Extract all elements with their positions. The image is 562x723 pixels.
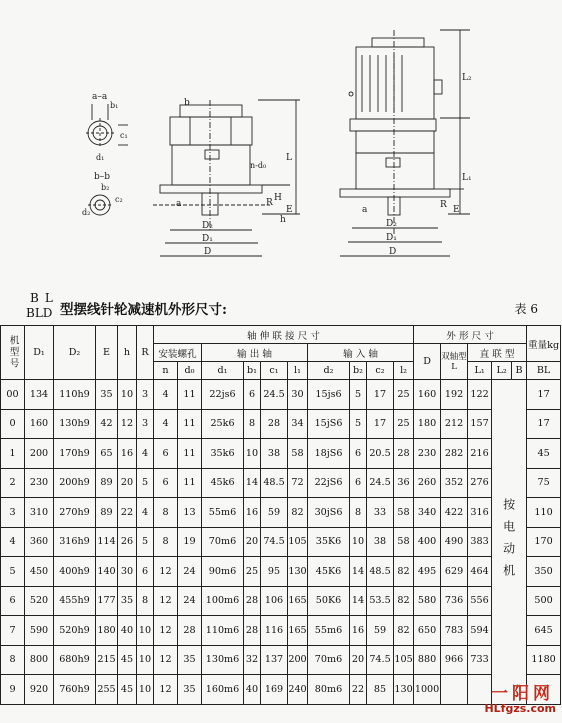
header-output-shaft: 输 出 轴: [202, 344, 308, 362]
table-row: [1, 616, 561, 646]
header-D1: D₁: [25, 326, 54, 380]
table-cell: 6: [350, 439, 367, 469]
label-c2: c₂: [115, 195, 123, 204]
table-cell: 24.5: [261, 380, 288, 410]
table-cell: 1180: [527, 645, 561, 675]
table-title: [26, 291, 546, 325]
label-b1: b₁: [110, 101, 119, 110]
table-cell: 3: [1, 498, 25, 528]
table-cell: 24: [178, 557, 202, 587]
table-cell: 10: [137, 616, 154, 646]
table-cell: 160m6: [202, 675, 244, 705]
table-cell: 4: [154, 409, 178, 439]
header-d2: d₂: [308, 362, 350, 380]
table-cell: 89: [96, 468, 118, 498]
table-cell: 260: [414, 468, 441, 498]
label-D-2: D: [389, 247, 397, 257]
header-input-shaft: 输 入 轴: [308, 344, 414, 362]
table-cell: 455h9: [54, 586, 96, 616]
table-cell: 38: [367, 527, 394, 557]
table-cell: 6: [137, 557, 154, 587]
label-L1: L₁: [462, 173, 472, 183]
table-cell: 1000: [414, 675, 441, 705]
table-cell: 28: [394, 439, 414, 469]
reducer-motor-view: [340, 30, 472, 257]
table-cell: 82: [288, 498, 308, 528]
reducer-front-view: [153, 98, 300, 257]
table-cell: 4: [137, 498, 154, 528]
table-cell: 28: [244, 586, 261, 616]
table-cell: 4: [154, 380, 178, 410]
table-cell: 72: [288, 468, 308, 498]
table-cell: 282: [441, 439, 468, 469]
table-cell: 25: [394, 409, 414, 439]
table-cell: 590: [25, 616, 54, 646]
table-cell: 14: [350, 557, 367, 587]
table-cell: 74.5: [367, 645, 394, 675]
table-cell: 10: [137, 645, 154, 675]
table-cell: 17: [367, 380, 394, 410]
label-b2: b₂: [101, 183, 110, 192]
header-l2: l₂: [394, 362, 414, 380]
table-cell: 736: [441, 586, 468, 616]
table-cell: 5: [137, 468, 154, 498]
table-cell: 9: [1, 675, 25, 705]
table-cell: 82: [394, 586, 414, 616]
header-L1: L₁: [468, 362, 492, 380]
table-cell: 20: [244, 527, 261, 557]
table-cell: 70m6: [308, 645, 350, 675]
table-cell: 12: [154, 586, 178, 616]
motor-note: 按电动机: [492, 380, 527, 705]
table-cell: 10: [244, 439, 261, 469]
label-a-2: a: [362, 205, 368, 215]
label-D: D: [204, 247, 212, 257]
table-cell: 110h9: [54, 380, 96, 410]
header-b1: b₁: [244, 362, 261, 380]
table-cell: 34: [288, 409, 308, 439]
table-cell: 89: [96, 498, 118, 528]
header-R: R: [137, 326, 154, 380]
table-cell: 276: [468, 468, 492, 498]
logo-name: 一阳网: [491, 684, 554, 704]
table-cell: 16: [118, 439, 137, 469]
table-cell: 80m6: [308, 675, 350, 705]
table-cell: 42: [96, 409, 118, 439]
table-row: [1, 557, 561, 587]
table-cell: 215: [96, 645, 118, 675]
table-cell: 310: [25, 498, 54, 528]
logo-url: HLfgzs.com: [484, 702, 556, 715]
label-R: R: [266, 198, 273, 208]
table-cell: 880: [414, 645, 441, 675]
label-b: b: [184, 98, 190, 108]
table-cell: 137: [261, 645, 288, 675]
table-cell: 3: [137, 380, 154, 410]
table-cell: 645: [527, 616, 561, 646]
table-cell: 450: [25, 557, 54, 587]
table-cell: 5: [350, 380, 367, 410]
table-cell: 422: [441, 498, 468, 528]
table-cell: 200: [25, 439, 54, 469]
table-cell: 216: [468, 439, 492, 469]
table-cell: 26: [118, 527, 137, 557]
table-cell: 12: [118, 409, 137, 439]
table-cell: 10: [118, 380, 137, 410]
title-main: 型摆线针轮减速机外形尺寸:: [60, 302, 227, 318]
table-cell: 11: [178, 380, 202, 410]
label-E-2: E: [453, 205, 460, 215]
table-cell: 45: [118, 645, 137, 675]
table-cell: 5: [137, 527, 154, 557]
table-cell: 40: [118, 616, 137, 646]
table-cell: 75: [527, 468, 561, 498]
table-cell: 38: [261, 439, 288, 469]
header-direct: 直 联 型: [468, 344, 527, 362]
table-cell: 8: [154, 527, 178, 557]
table-cell: 65: [96, 439, 118, 469]
table-cell: 12: [154, 616, 178, 646]
label-E: E: [286, 205, 293, 215]
table-cell: 35k6: [202, 439, 244, 469]
header-mount-holes: 安装螺孔: [154, 344, 202, 362]
header-dual-L: 双轴型 L: [441, 344, 468, 380]
table-cell: 105: [288, 527, 308, 557]
table-cell: 114: [96, 527, 118, 557]
table-row: [1, 439, 561, 469]
table-cell: 59: [367, 616, 394, 646]
table-cell: 130: [394, 675, 414, 705]
table-cell: 00: [1, 380, 25, 410]
table-row: [1, 498, 561, 528]
table-cell: 16: [350, 616, 367, 646]
table-cell: 25: [244, 557, 261, 587]
label-D2-2: D₂: [386, 219, 397, 229]
table-cell: 12: [154, 675, 178, 705]
table-cell: 33: [367, 498, 394, 528]
table-cell: 495: [414, 557, 441, 587]
header-shaft-connection: 轴 伸 联 接 尺 寸: [154, 326, 414, 344]
table-cell: 360: [25, 527, 54, 557]
title-bld: BLD: [26, 306, 53, 320]
table-cell: 105: [394, 645, 414, 675]
label-a: a: [176, 199, 182, 209]
table-cell: 25k6: [202, 409, 244, 439]
table-cell: 230: [25, 468, 54, 498]
table-cell: 760h9: [54, 675, 96, 705]
table-cell: 783: [441, 616, 468, 646]
header-D: D: [414, 344, 441, 380]
table-cell: 22: [118, 498, 137, 528]
table-cell: 200h9: [54, 468, 96, 498]
table-cell: 170: [527, 527, 561, 557]
table-cell: 100m6: [202, 586, 244, 616]
header-weight: 重量kg: [527, 326, 561, 362]
header-B: B: [512, 362, 527, 380]
table-cell: 14: [244, 468, 261, 498]
table-cell: 35K6: [308, 527, 350, 557]
table-cell: 2: [1, 468, 25, 498]
header-b2: b₂: [350, 362, 367, 380]
table-cell: 5: [350, 409, 367, 439]
table-cell: 30: [288, 380, 308, 410]
table-cell: 19: [178, 527, 202, 557]
table-cell: 230: [414, 439, 441, 469]
table-cell: 350: [527, 557, 561, 587]
header-d0: d₀: [178, 362, 202, 380]
table-cell: 8: [154, 498, 178, 528]
label-D1: D₁: [202, 234, 213, 244]
table-cell: 240: [288, 675, 308, 705]
table-cell: 116: [261, 616, 288, 646]
table-cell: 17: [367, 409, 394, 439]
table-cell: 35: [96, 380, 118, 410]
table-cell: 8: [1, 645, 25, 675]
table-cell: 40: [244, 675, 261, 705]
table-cell: 490: [441, 527, 468, 557]
table-cell: 22js6: [202, 380, 244, 410]
header-E: E: [96, 326, 118, 380]
table-cell: 30jS6: [308, 498, 350, 528]
table-cell: 920: [25, 675, 54, 705]
header-BL: BL: [527, 362, 561, 380]
table-cell: 10: [350, 527, 367, 557]
table-cell: 59: [261, 498, 288, 528]
label-D2: D₂: [202, 221, 213, 231]
header-L2: L₂: [492, 362, 512, 380]
table-cell: 55m6: [202, 498, 244, 528]
table-cell: 255: [96, 675, 118, 705]
label-d2: d₂: [82, 208, 91, 217]
table-cell: 10: [137, 675, 154, 705]
table-cell: 160: [414, 380, 441, 410]
table-cell: 520h9: [54, 616, 96, 646]
table-cell: 58: [394, 498, 414, 528]
table-cell: 733: [468, 645, 492, 675]
label-b-b: b–b: [94, 172, 111, 182]
header-D2: D₂: [54, 326, 96, 380]
table-cell: 110m6: [202, 616, 244, 646]
table-cell: 74.5: [261, 527, 288, 557]
table-row: [1, 527, 561, 557]
table-cell: 7: [1, 616, 25, 646]
table-cell: 400: [414, 527, 441, 557]
table-cell: 200: [288, 645, 308, 675]
label-h: h: [280, 215, 286, 225]
table-cell: 5: [1, 557, 25, 587]
table-cell: 18jS6: [308, 439, 350, 469]
label-c1: c₁: [120, 131, 128, 140]
table-row: [1, 409, 561, 439]
table-cell: 17: [527, 380, 561, 410]
table-cell: 169: [261, 675, 288, 705]
table-cell: 90m6: [202, 557, 244, 587]
site-logo: [442, 679, 560, 721]
header-c1: c₁: [261, 362, 288, 380]
table-cell: 106: [261, 586, 288, 616]
table-cell: 45: [118, 675, 137, 705]
table-cell: 316h9: [54, 527, 96, 557]
label-d1: d₁: [96, 153, 105, 162]
table-row: [1, 468, 561, 498]
table-cell: 32: [244, 645, 261, 675]
header-c2: c₂: [367, 362, 394, 380]
table-cell: 15js6: [308, 380, 350, 410]
table-cell: 58: [288, 439, 308, 469]
table-cell: 110: [527, 498, 561, 528]
table-cell: 130h9: [54, 409, 96, 439]
table-cell: 82: [394, 616, 414, 646]
table-cell: 140: [96, 557, 118, 587]
table-cell: 6: [244, 380, 261, 410]
table-cell: 6: [350, 468, 367, 498]
table-cell: 35: [118, 586, 137, 616]
table-cell: 53.5: [367, 586, 394, 616]
label-D1-2: D₁: [386, 233, 397, 243]
table-cell: 130: [288, 557, 308, 587]
table-cell: 8: [244, 409, 261, 439]
table-cell: 0: [1, 409, 25, 439]
table-cell: 48.5: [261, 468, 288, 498]
table-cell: 212: [441, 409, 468, 439]
table-cell: 4: [137, 439, 154, 469]
table-cell: 30: [118, 557, 137, 587]
table-cell: 134: [25, 380, 54, 410]
table-cell: 16: [244, 498, 261, 528]
table-cell: 22jS6: [308, 468, 350, 498]
table-cell: 6: [154, 468, 178, 498]
table-cell: 28: [261, 409, 288, 439]
table-cell: 45K6: [308, 557, 350, 587]
technical-drawing: [0, 0, 562, 290]
table-cell: 24: [178, 586, 202, 616]
table-cell: 20: [350, 645, 367, 675]
table-cell: 12: [154, 557, 178, 587]
header-l1: l₁: [288, 362, 308, 380]
table-cell: 170h9: [54, 439, 96, 469]
table-row: [1, 380, 561, 410]
table-cell: 165: [288, 616, 308, 646]
shaft-section-a-a: [86, 92, 128, 162]
shaft-section-b-b: [82, 172, 123, 217]
table-cell: 270h9: [54, 498, 96, 528]
table-cell: 48.5: [367, 557, 394, 587]
table-cell: 165: [288, 586, 308, 616]
table-cell: 192: [441, 380, 468, 410]
table-cell: 556: [468, 586, 492, 616]
table-cell: 24.5: [367, 468, 394, 498]
table-cell: 500: [527, 586, 561, 616]
table-cell: 4: [1, 527, 25, 557]
table-cell: 50K6: [308, 586, 350, 616]
table-cell: 58: [394, 527, 414, 557]
table-body: [1, 380, 561, 705]
table-cell: 14: [350, 586, 367, 616]
table-cell: 594: [468, 616, 492, 646]
table-cell: 45k6: [202, 468, 244, 498]
table-cell: 17: [527, 409, 561, 439]
label-H: H: [274, 193, 282, 203]
label-n-d0: n-d₀: [250, 161, 267, 170]
table-cell: 95: [261, 557, 288, 587]
table-cell: 629: [441, 557, 468, 587]
table-cell: 15jS6: [308, 409, 350, 439]
table-cell: 82: [394, 557, 414, 587]
table-cell: 580: [414, 586, 441, 616]
table-cell: 55m6: [308, 616, 350, 646]
table-cell: 35: [178, 675, 202, 705]
table-cell: 316: [468, 498, 492, 528]
label-L2: L₂: [462, 73, 472, 83]
table-cell: 157: [468, 409, 492, 439]
table-cell: 28: [178, 616, 202, 646]
table-cell: 12: [154, 645, 178, 675]
table-cell: 383: [468, 527, 492, 557]
table-cell: 3: [137, 409, 154, 439]
table-cell: 464: [468, 557, 492, 587]
label-R-2: R: [440, 200, 447, 210]
table-cell: 130m6: [202, 645, 244, 675]
table-cell: 650: [414, 616, 441, 646]
table-cell: 8: [137, 586, 154, 616]
table-cell: 20.5: [367, 439, 394, 469]
table-row: [1, 586, 561, 616]
label-a-a: a–a: [92, 92, 108, 102]
table-cell: 180: [414, 409, 441, 439]
table-cell: 352: [441, 468, 468, 498]
header-h: h: [118, 326, 137, 380]
header-n: n: [154, 362, 178, 380]
table-cell: 966: [441, 645, 468, 675]
table-cell: 36: [394, 468, 414, 498]
table-cell: 11: [178, 468, 202, 498]
table-cell: 25: [394, 380, 414, 410]
table-cell: 70m6: [202, 527, 244, 557]
table-cell: 45: [527, 439, 561, 469]
table-cell: 28: [244, 616, 261, 646]
table-cell: 6: [1, 586, 25, 616]
label-L: L: [286, 153, 292, 163]
table-cell: 85: [367, 675, 394, 705]
title-bl: BL: [30, 291, 59, 305]
table-number: 表 6: [514, 302, 538, 316]
table-cell: 160: [25, 409, 54, 439]
table-cell: 177: [96, 586, 118, 616]
header-model: 机型号: [1, 326, 25, 380]
table-cell: 8: [350, 498, 367, 528]
table-cell: 520: [25, 586, 54, 616]
table-cell: 6: [154, 439, 178, 469]
table-cell: 180: [96, 616, 118, 646]
table-cell: 680h9: [54, 645, 96, 675]
table-cell: 11: [178, 409, 202, 439]
table-cell: 1: [1, 439, 25, 469]
table-cell: 122: [468, 380, 492, 410]
table-cell: 22: [350, 675, 367, 705]
table-cell: 800: [25, 645, 54, 675]
table-cell: 20: [118, 468, 137, 498]
table-cell: 13: [178, 498, 202, 528]
table-cell: 400h9: [54, 557, 96, 587]
dimensions-table: [0, 325, 561, 705]
table-cell: 340: [414, 498, 441, 528]
header-outline: 外 形 尺 寸: [414, 326, 527, 344]
table-cell: 35: [178, 645, 202, 675]
table-row: [1, 645, 561, 675]
table-cell: 11: [178, 439, 202, 469]
header-d1: d₁: [202, 362, 244, 380]
